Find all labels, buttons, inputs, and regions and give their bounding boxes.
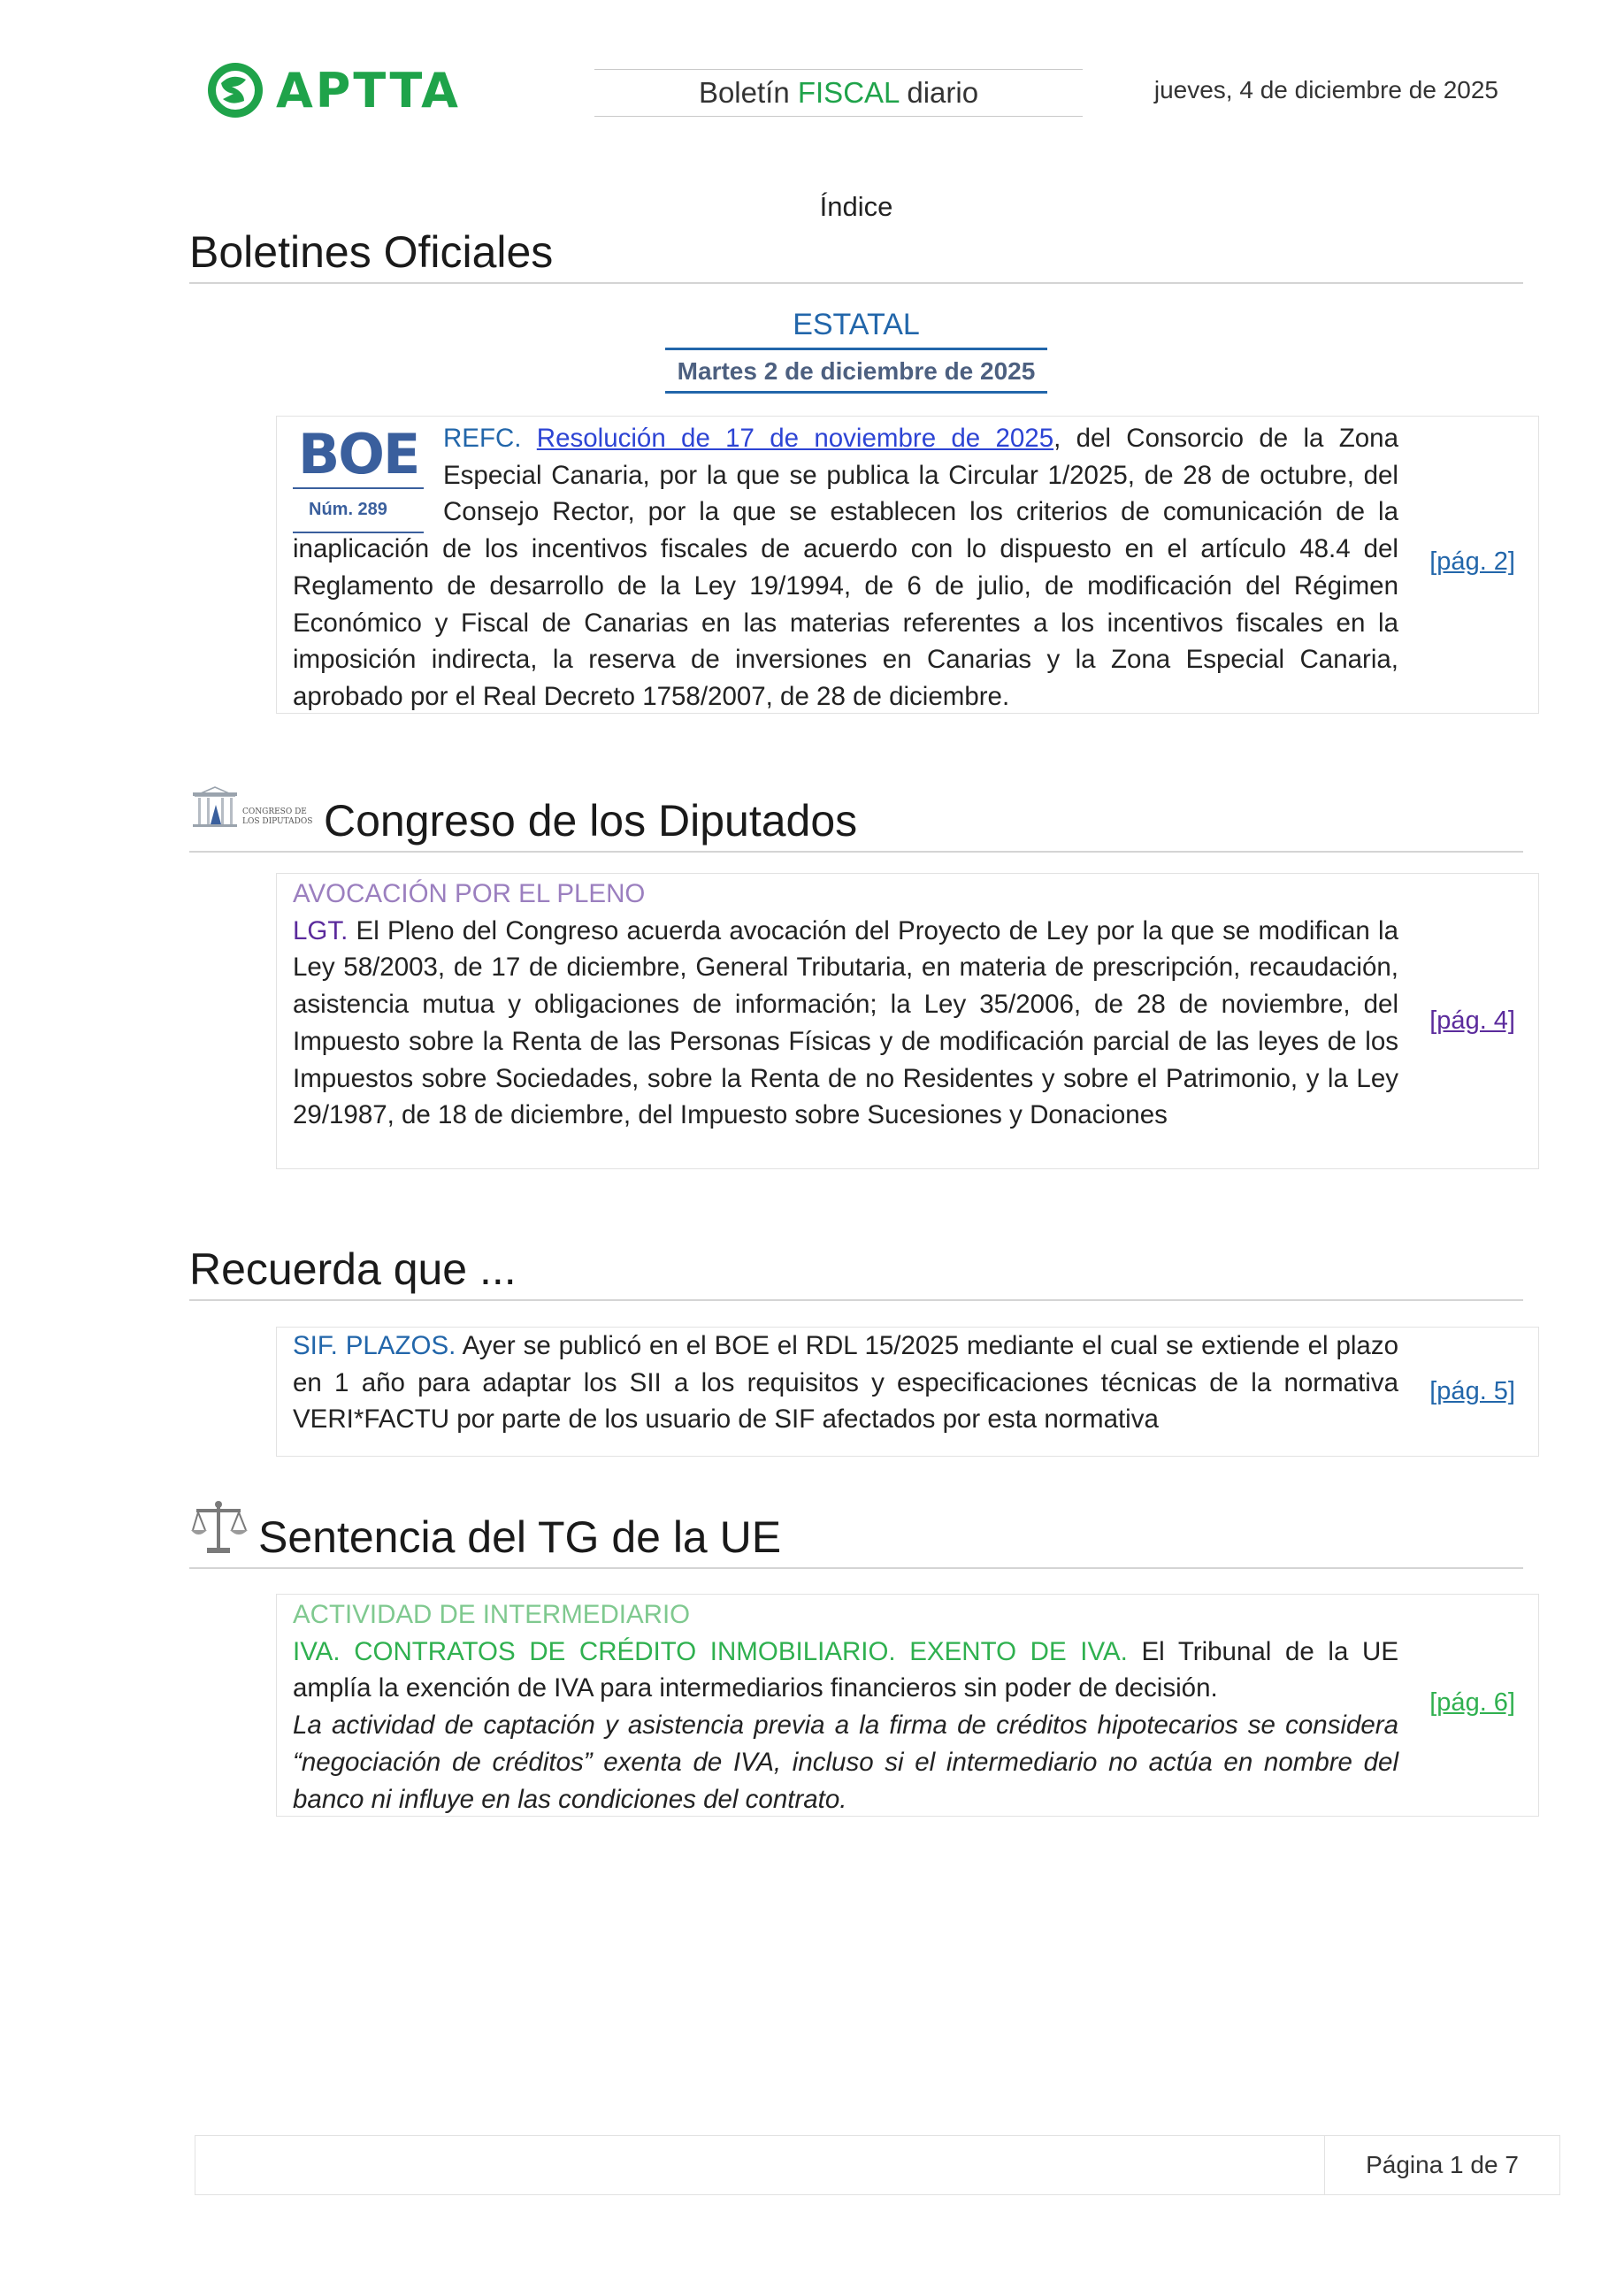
section-title: Recuerda que ... — [189, 1244, 517, 1294]
bulletin-title-pre: Boletín — [698, 76, 790, 109]
page-number: Página 1 de 7 — [1366, 2151, 1519, 2178]
bulletin-title-post: diario — [907, 76, 979, 109]
boe-logo-word: BOE — [298, 422, 419, 486]
scales-of-justice-icon — [189, 1498, 248, 1557]
boe-issue-number: Núm. 289 — [293, 487, 424, 533]
entry-body: Ayer se publicó en el BOE el RDL 15/2025 mediante el cual se extiende el plazo en 1 año para adaptar los SII a los requisitos y especificaciones técnicas de la normativa VERI*FACTU por parte de los usuario de SIF afectados por esta normativa — [293, 1331, 1398, 1435]
entry-text — [293, 1596, 1398, 1818]
bulletin-title — [594, 69, 1083, 117]
entry-text — [293, 876, 1398, 1134]
entry-text — [293, 420, 1398, 716]
page-ref-link[interactable]: [pág. 2] — [1429, 547, 1515, 576]
index-title: Índice — [819, 191, 893, 222]
section-heading-congreso — [189, 785, 1523, 853]
entry-tag: REFC. — [443, 424, 522, 453]
section-heading-boletines — [189, 228, 1523, 284]
section-heading-sentencia — [189, 1498, 1523, 1569]
entry-tag: IVA. CONTRATOS DE CRÉDITO INMOBILIARIO. EXENTO DE IVA. — [293, 1636, 1128, 1666]
boe-logo — [293, 422, 424, 524]
congreso-logo-icon — [189, 785, 313, 837]
entry-category: ACTIVIDAD DE INTERMEDIARIO — [293, 1600, 691, 1629]
estatal-date: Martes 2 de diciembre de 2025 — [665, 350, 1047, 394]
entry-category: AVOCACIÓN POR EL PLENO — [293, 879, 646, 908]
aptta-logo-icon — [205, 60, 267, 120]
section-heading-recuerda — [189, 1245, 1523, 1301]
entry-sentencia — [276, 1594, 1539, 1817]
page-ref-link[interactable]: [pág. 6] — [1429, 1688, 1515, 1717]
page-footer — [195, 2135, 1560, 2195]
entry-recuerda — [276, 1327, 1539, 1457]
entry-body: , del Consorcio de la Zona Especial Canaria, por la que se publica la Circular 1/2025, de 28 de octubre, del Consejo Rector, por la que se establecen los criterios de comunicación de la inaplicación de los incentivos fiscales de acuerdo con lo dispuesto en el artículo 48.4 del Reglamento de desarrollo de la Ley 19/1994, de 6 de julio, de modificación del Régimen Económico y Fiscal de Canarias en las materias referentes a los incentivos fiscales en la imposición indirecta, la reserva de inversiones en Canarias y la Zona Especial Canaria, aprobado por el Real Decreto 1758/2007, de 28 de diciembre. — [293, 424, 1398, 711]
entry-italic-summary: La actividad de captación y asistencia previa a la firma de créditos hipotecarios se considera “negociación de créditos” exenta de IVA, incluso si el intermediario no actúa en nombre del banco ni influye en las condiciones del contrato. — [293, 1711, 1398, 1814]
page-ref-link[interactable]: [pág. 5] — [1429, 1377, 1515, 1405]
estatal-label: ESTATAL — [665, 308, 1047, 350]
estatal-block — [665, 308, 1047, 394]
entry-boe — [276, 416, 1539, 714]
page-ref-link[interactable]: [pág. 4] — [1429, 1006, 1515, 1035]
svg-text:CONGRESO DE: CONGRESO DE — [242, 807, 307, 816]
entry-body: El Tribunal de la UE amplía la exención de IVA para intermediarios financieros sin poder de decisión. — [293, 1636, 1398, 1703]
entry-tag: SIF. PLAZOS. — [293, 1331, 456, 1360]
section-title: Boletines Oficiales — [189, 227, 554, 277]
resolution-link[interactable]: Resolución de 17 de noviembre de 2025 — [536, 424, 1054, 453]
logo-text: APTTA — [276, 62, 461, 119]
entry-text — [293, 1328, 1398, 1438]
entry-body: El Pleno del Congreso acuerda avocación del Proyecto de Ley por la que se modifican la Ley 58/2003, de 17 de diciembre, General Tributaria, en materia de prescripción, recaudación, asistencia mutua y obligaciones de información; la Ley 35/2006, de 28 de noviembre, del Impuesto sobre la Renta de las Personas Físicas y de modificación parcial de las leyes de los Impuestos sobre Sociedades, sobre la Renta de no Residentes y sobre el Patrimonio, y la Ley 29/1987, de 18 de diciembre, del Impuesto sobre Sucesiones y Donaciones — [293, 915, 1398, 1130]
svg-text:LOS DIPUTADOS: LOS DIPUTADOS — [242, 817, 313, 826]
header-date: jueves, 4 de diciembre de 2025 — [1153, 76, 1498, 103]
section-title: Congreso de los Diputados — [324, 796, 858, 846]
entry-congreso — [276, 873, 1539, 1169]
aptta-logo — [205, 60, 461, 120]
entry-tag: LGT. — [293, 915, 349, 945]
section-title: Sentencia del TG de la UE — [258, 1512, 782, 1562]
bulletin-title-accent: FISCAL — [797, 76, 900, 109]
